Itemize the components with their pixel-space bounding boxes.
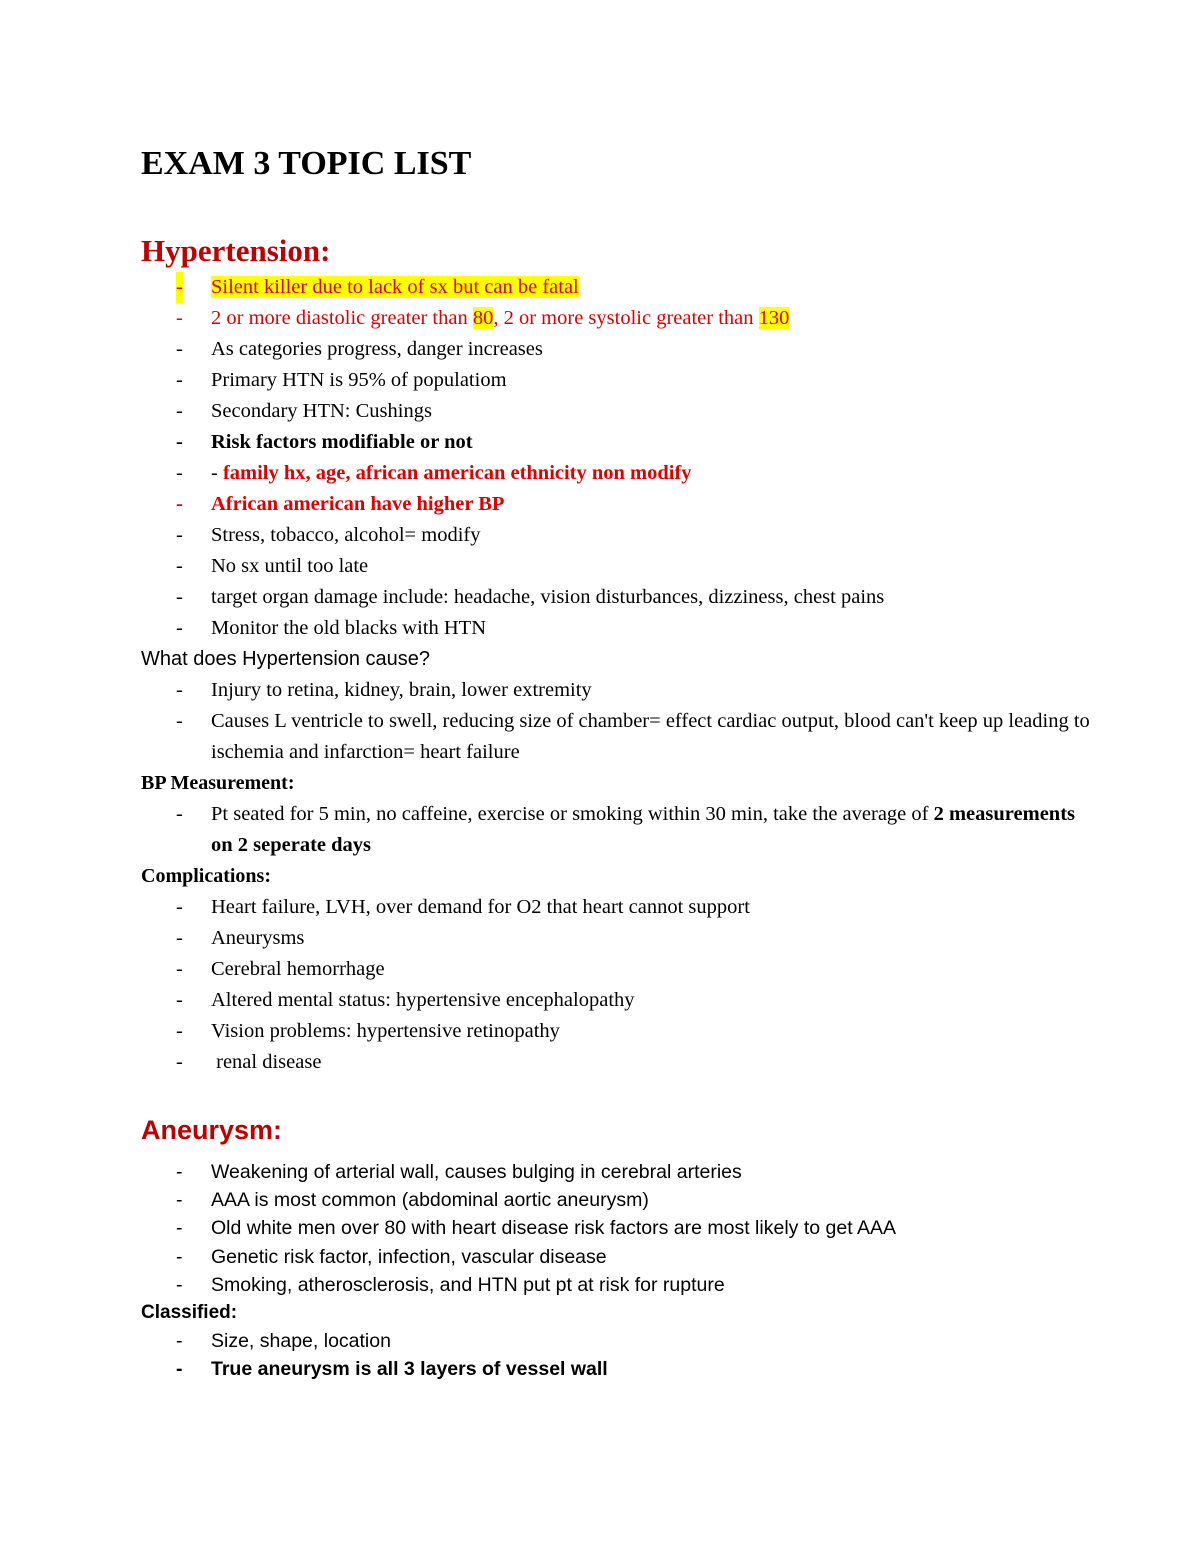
bullet-dash: - <box>176 586 183 608</box>
bullet-text: Altered mental status: hypertensive encephalopathy <box>211 989 635 1011</box>
bullet-text: Vision problems: hypertensive retinopathy <box>211 1020 560 1042</box>
bullet-dash: - <box>176 958 183 980</box>
list-item <box>141 1243 1101 1271</box>
hypertension-heading: Hypertension: <box>141 233 331 268</box>
bullet-text: Causes L ventricle to swell, reducing size of chamber= effect cardiac output, blood can't keep up leading to ischemia and infarction= heart failure <box>211 710 1090 763</box>
aneurysm-section <box>141 1158 1101 1383</box>
bullet-dash: - <box>176 272 183 303</box>
bullet-dash: - <box>176 1273 183 1296</box>
bullet-text: True aneurysm is all 3 layers of vessel wall <box>211 1358 608 1381</box>
bullet-text: , 2 or more systolic greater than <box>493 307 759 329</box>
bullet-text: Smoking, atherosclerosis, and HTN put pt at risk for rupture <box>211 1273 725 1296</box>
list-item <box>141 520 1101 551</box>
bullet-dash: - <box>176 1245 183 1268</box>
bullet-text: AAA is most common (abdominal aortic aneurysm) <box>211 1189 649 1212</box>
bullet-dash: - <box>176 1020 183 1042</box>
cause-list <box>141 675 1101 768</box>
list-item <box>141 799 1101 861</box>
bullet-text: 2 or more diastolic greater than <box>211 307 473 329</box>
bullet-text: Monitor the old blacks with HTN <box>211 617 487 639</box>
list-item <box>141 427 1101 458</box>
bullet-dash: - <box>176 400 183 422</box>
bullet-text: Primary HTN is 95% of populatiom <box>211 369 507 391</box>
complications-heading: Complications: <box>141 865 271 887</box>
bullet-dash: - <box>176 338 183 360</box>
bullet-dash: - <box>176 1330 183 1353</box>
aneurysm-heading-block <box>141 1112 1101 1148</box>
list-item <box>141 954 1101 985</box>
classified-heading: Classified: <box>141 1302 238 1324</box>
bullet-dash: - <box>176 555 183 577</box>
list-item <box>141 613 1101 644</box>
list-item <box>141 365 1101 396</box>
complications-list <box>141 892 1101 1078</box>
bullet-dash: - <box>176 1217 183 1240</box>
bullet-dash: - <box>176 1358 183 1381</box>
bullet-text: Silent killer due to lack of sx but can be fatal <box>211 276 579 298</box>
bullet-text: Size, shape, location <box>211 1330 391 1353</box>
aneurysm-heading: Aneurysm: <box>141 1115 283 1145</box>
bullet-dash: - <box>176 431 183 453</box>
bullet-text: As categories progress, danger increases <box>211 338 543 360</box>
bullet-text: Injury to retina, kidney, brain, lower extremity <box>211 679 592 701</box>
list-item <box>141 334 1101 365</box>
bullet-text: Old white men over 80 with heart disease risk factors are most likely to get AAA <box>211 1217 896 1240</box>
list-item <box>141 1327 1101 1355</box>
list-item <box>141 303 1101 334</box>
bullet-dash: - <box>176 1161 183 1183</box>
bullet-prefix: - <box>211 462 223 484</box>
list-item <box>141 985 1101 1016</box>
list-item <box>141 1186 1101 1214</box>
bullet-dash: - <box>176 710 183 732</box>
hypertension-heading-block <box>141 231 1101 271</box>
hypertension-section <box>141 272 1101 1078</box>
bullet-dash: - <box>176 524 183 546</box>
hypertension-cause-question: What does Hypertension cause? <box>141 648 431 670</box>
bullet-dash: - <box>176 1189 183 1212</box>
bullet-text: African american have higher BP <box>211 493 505 515</box>
page-title: EXAM 3 TOPIC LIST <box>141 145 472 182</box>
list-item <box>141 1214 1101 1242</box>
bullet-dash: - <box>176 679 183 701</box>
bullet-text: Cerebral hemorrhage <box>211 958 385 980</box>
bullet-dash: - <box>176 803 183 825</box>
bullet-text: No sx until too late <box>211 555 369 577</box>
systolic-value: 130 <box>758 307 790 329</box>
bp-measurement-list <box>141 799 1101 861</box>
aneurysm-list <box>141 1158 1101 1299</box>
bullet-text: Stress, tobacco, alcohol= modify <box>211 524 481 546</box>
bullet-dash: - <box>176 896 183 918</box>
list-item <box>141 458 1101 489</box>
list-item <box>141 272 1101 303</box>
bullet-dash: - <box>176 617 183 639</box>
list-item <box>141 1355 1101 1383</box>
list-item <box>141 489 1101 520</box>
list-item <box>141 706 1101 768</box>
diastolic-value: 80 <box>472 307 494 329</box>
list-item <box>141 1047 1101 1078</box>
list-item <box>141 892 1101 923</box>
bullet-text: target organ damage include: headache, vision disturbances, dizziness, chest pains <box>211 586 885 608</box>
bullet-text: Risk factors modifiable or not <box>211 431 473 453</box>
list-item <box>141 923 1101 954</box>
bullet-bold-text: 2 measurements on 2 seperate days <box>211 803 1075 856</box>
list-item <box>141 1158 1101 1186</box>
hypertension-list <box>141 272 1101 644</box>
bullet-text: family hx, age, african american ethnicity non modify <box>222 462 692 484</box>
bullet-text: Secondary HTN: Cushings <box>211 400 432 422</box>
bp-measurement-heading: BP Measurement: <box>141 772 295 794</box>
bullet-text: Genetic risk factor, infection, vascular disease <box>211 1245 607 1268</box>
bullet-dash: - <box>176 927 183 949</box>
bullet-text: Weakening of arterial wall, causes bulging in cerebral arteries <box>211 1161 742 1183</box>
list-item <box>141 1016 1101 1047</box>
bullet-dash: - <box>176 369 183 391</box>
bullet-dash: - <box>176 493 183 515</box>
bullet-text: Aneurysms <box>211 927 305 949</box>
bullet-dash: - <box>176 1051 183 1073</box>
title-block <box>141 144 1101 184</box>
list-item <box>141 1271 1101 1299</box>
list-item <box>141 396 1101 427</box>
bullet-text: renal disease <box>211 1051 322 1073</box>
bullet-text: Pt seated for 5 min, no caffeine, exercise or smoking within 30 min, take the average of <box>211 803 934 825</box>
bullet-dash: - <box>176 462 183 484</box>
classified-list <box>141 1327 1101 1383</box>
bullet-dash: - <box>176 989 183 1011</box>
list-item <box>141 551 1101 582</box>
list-item <box>141 675 1101 706</box>
bullet-dash: - <box>176 307 183 329</box>
list-item <box>141 582 1101 613</box>
bullet-text: Heart failure, LVH, over demand for O2 that heart cannot support <box>211 896 750 918</box>
